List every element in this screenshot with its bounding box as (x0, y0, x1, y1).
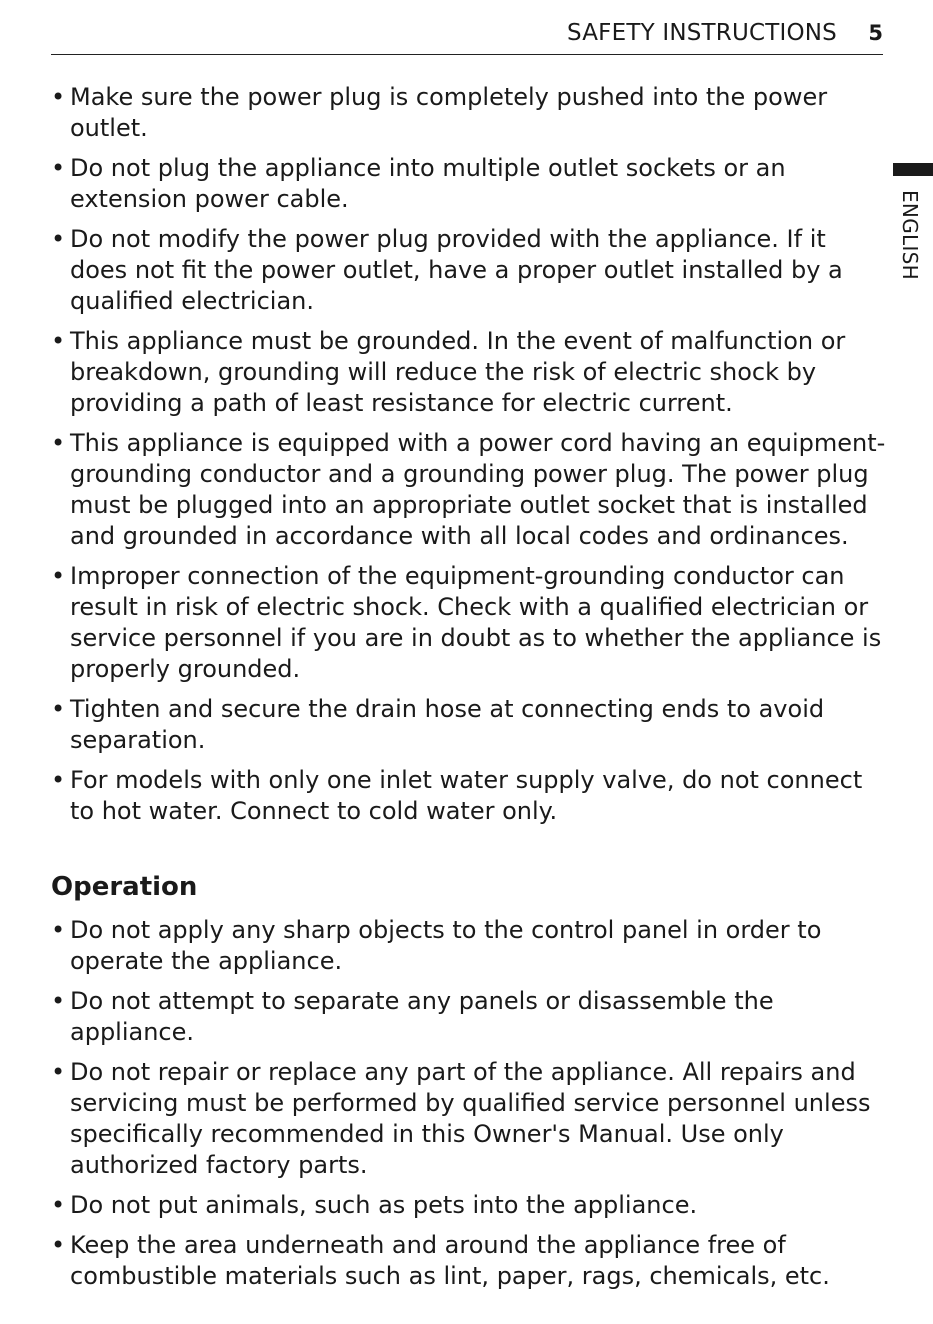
bullet-icon: • (51, 83, 66, 111)
bullet-icon: • (51, 1231, 66, 1259)
list-item (51, 986, 886, 1048)
bullet-icon: • (51, 766, 66, 794)
page-header (51, 18, 883, 55)
list-item (51, 326, 886, 419)
bullet-icon: • (51, 429, 66, 457)
bullet-icon: • (51, 562, 66, 590)
operation-list (51, 915, 886, 1301)
list-item (51, 82, 886, 144)
section-title: SAFETY INSTRUCTIONS (567, 20, 837, 46)
list-item-text: Keep the area underneath and around the appliance free of combustible materials such as lint, paper, rags, chemicals, etc. (70, 1231, 830, 1290)
bullet-icon: • (51, 916, 66, 944)
bullet-icon: • (51, 154, 66, 182)
list-item (51, 694, 886, 756)
list-item-text: Do not repair or replace any part of the appliance. All repairs and servicing must be performed by qualified service personnel unless specifically recommended in this Owner's Manual. Use only authorized factory parts. (70, 1058, 871, 1179)
list-item-text: Do not plug the appliance into multiple outlet sockets or an extension power cable. (70, 154, 786, 213)
list-item-text: Tighten and secure the drain hose at connecting ends to avoid separation. (70, 695, 825, 754)
section-heading-operation: Operation (51, 872, 198, 902)
bullet-icon: • (51, 1191, 66, 1219)
list-item-text: Do not put animals, such as pets into the appliance. (70, 1191, 698, 1219)
list-item-text: This appliance must be grounded. In the event of malfunction or breakdown, grounding will reduce the risk of electric shock by providing a path of least resistance for electric current. (70, 327, 846, 417)
list-item (51, 915, 886, 977)
bullet-icon: • (51, 695, 66, 723)
list-item (51, 1190, 886, 1221)
list-item (51, 428, 886, 552)
list-item (51, 765, 886, 827)
list-item-text: Make sure the power plug is completely pushed into the power outlet. (70, 83, 828, 142)
bullet-icon: • (51, 1058, 66, 1086)
list-item (51, 153, 886, 215)
list-item-text: Do not apply any sharp objects to the control panel in order to operate the appliance. (70, 916, 822, 975)
list-item-text: This appliance is equipped with a power cord having an equipment-grounding conductor and a grounding power plug. The power plug must be plugged into an appropriate outlet socket that is installed and grounded in accordance with all local codes and ordinances. (70, 429, 886, 550)
page-number: 5 (868, 21, 883, 45)
list-item (51, 224, 886, 317)
list-item-text: For models with only one inlet water supply valve, do not connect to hot water. Connect to cold water only. (70, 766, 863, 825)
safety-list (51, 82, 886, 836)
bullet-icon: • (51, 225, 66, 253)
language-tab-marker (893, 163, 933, 176)
bullet-icon: • (51, 327, 66, 355)
list-item (51, 1057, 886, 1181)
list-item-text: Improper connection of the equipment-grounding conductor can result in risk of electric shock. Check with a qualified electrician or service personnel if you are in doubt as to whether the appliance is properly grounded. (70, 562, 882, 683)
bullet-icon: • (51, 987, 66, 1015)
list-item-text: Do not attempt to separate any panels or disassemble the appliance. (70, 987, 774, 1046)
list-item (51, 1230, 886, 1292)
list-item-text: Do not modify the power plug provided with the appliance. If it does not fit the power outlet, have a proper outlet installed by a qualified electrician. (70, 225, 843, 315)
language-tab: ENGLISH (898, 190, 922, 280)
list-item (51, 561, 886, 685)
